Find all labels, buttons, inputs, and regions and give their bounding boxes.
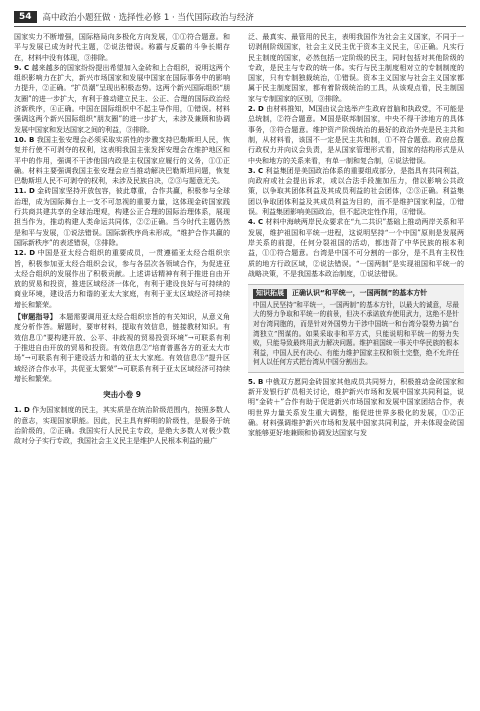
page-header bbox=[14, 8, 466, 27]
answer-1-number: 1. D bbox=[14, 406, 30, 415]
answer-10-text: 我国主张安理会必须采取实质性的步骤支持巴勒斯坦人民，恢复并行使不可剥夺的权利，这表明我国主张发挥安理会在维护地区和平中的作用，强调不干涉他国内政是主权国家应履行的义务，①①正确。材料主要强调我国主张安理会应当推动解决巴勒斯坦问题，恢复巴勒斯坦人民不可剥夺的权利，未涉及民族自决，②③与题意无关。 bbox=[14, 135, 230, 186]
running-title: 高中政治小题狂做 · 选择性必修 1 · 当代国际政治与经济 bbox=[42, 13, 254, 23]
answer-4-text: 材料中海峡两岸民众要求在“九二共识”基础上推动两岸关系和平发展，维护祖国和平统一进程，这说明坚持“一个中国”原则是发展两岸关系的前提，任何分裂祖国的活动，都违背了中华民族的根本利益，①①符合题意。台湾是中国不可分割的一部分，是不具有主权性质的地方行政区域，②说法错误。“一国两制”是实现祖国和平统一的战略决策，不是我国基本政治制度，①说法错误。 bbox=[248, 218, 464, 278]
answer-1-text: 作为国家制度的民主，其实质是在统治阶级范围内，按照多数人的意志，实现国家职能。因此，民主具有鲜明的阶级性，是服务于统治阶级的，②正确。我国实行人民民主专政，是绝大多数人对极少数敌对分子实行专政，我国社会主义民主是维护人民根本利益的最广 bbox=[14, 406, 230, 446]
answer-3 bbox=[248, 166, 464, 217]
answer-12-number: 12. D bbox=[14, 249, 36, 258]
answer-2 bbox=[248, 104, 464, 166]
exam-tip bbox=[14, 312, 230, 384]
answer-2-text: 由材料推知，M国由议会选举产生政府首脑和执政党，不可能是总统制，②符合题意。M国是联邦制国家，中央不得干涉地方的具体事务，③符合题意。维护资产阶级统治的最好的政治外壳是民主共和制，从材料看，该国不一定是民主共和制，①不符合题意。政府总揽行政权力并向议会负责，是从国家管理形式看，国家的结构形式是从中央和地方的关系来看，有单一制和复合制，④说法错误。 bbox=[248, 105, 464, 165]
knowledge-extension-box bbox=[248, 284, 464, 373]
answer-9-number: 9. C bbox=[14, 63, 30, 72]
answer-9 bbox=[14, 63, 230, 135]
exam-tip-label: 【审题指导】 bbox=[14, 313, 57, 322]
right-column bbox=[248, 32, 464, 702]
answer-11-number: 11. D bbox=[14, 187, 35, 196]
exam-tip-text: 本题需要调用亚太经合组织宗旨的有关知识，从意义角度分析作答。解题时，要审材料，提取有效信息，链接教材知识。有效信息①“要构建开放、公平、非歧视的贸易投资环境”→可联系有利于推进自由开放的贸易和投资。有效信息②“培育普惠各方的亚太大市场”→可联系有利于建设活力和谐的亚太大家庭。有效信息③“提升区域经济合作水平，共促亚太繁荣”→可联系有利于亚太区域经济可持续增长和繁荣。 bbox=[14, 313, 230, 383]
knowledge-box-header bbox=[253, 289, 459, 299]
answer-12-text: 中国是亚太经合组织的重要成员，一贯遵循亚太经合组织宗旨，积极参加亚太经合组织会议，参与各层次各领域合作，为促进亚太经合组织的发展作出了积极贡献。上述讲话精神有利于推进自由开放的贸易和投资，推进区域经济一体化，有利于建设良好与可持续的商业环境，建设活力和谐的亚太大家庭，有利于亚太区域经济可持续增长和繁荣。 bbox=[14, 249, 230, 309]
answer-3-number: 3. C bbox=[248, 166, 264, 175]
knowledge-tag: 知识拓展 bbox=[253, 289, 287, 299]
intro-paragraph: 国家实力不断增强，国际格局向多极化方向发展，①①符合题意。和平与发展已成为时代主题，②说法错误。称霸与反霸的斗争长期存在，材料中没有体现，③排除。 bbox=[14, 33, 230, 62]
answer-10 bbox=[14, 135, 230, 186]
answer-4-number: 4. C bbox=[248, 218, 264, 227]
page-number: 54 bbox=[14, 11, 37, 23]
section-title: 突击小卷 9 bbox=[103, 390, 141, 400]
answer-12 bbox=[14, 248, 230, 310]
answer-1 bbox=[14, 405, 230, 446]
left-column bbox=[14, 32, 230, 702]
answer-11 bbox=[14, 186, 230, 248]
knowledge-text: 中国人民坚持“和平统一，一国两制”的基本方针，以最大的诚意，尽最大的努力争取和平统一的前景，但决不承诺放弃使用武力，这绝不是针对台湾同胞的，而是针对外国势力干涉中国统一和台湾分裂势力搞“台湾独立”图谋的。如果采取非和平方式，只能说明和平统一的努力失败，只能导致最终用武力解决问题。维护祖国统一事关中华民族的根本利益，中国人民有决心、有能力维护国家主权和领土完整，绝不允许任何人以任何方式把台湾从中国分割出去。 bbox=[253, 300, 459, 367]
answer-3-text: 利益集团是美国政治体系的重要组成部分，是指具有共同利益，向政府或社会提出诉求，或以合法手段施加压力，借以影响公共政策，以争取其团体利益及其成员利益的社会团体，②③正确。利益集团以争取团体利益及其成员利益为目的，而不是维护国家利益，①错误。利益集团影响美国政治，但不起决定性作用，④错误。 bbox=[248, 166, 464, 217]
answer-5-text: 中俄双方愿同金砖国家其他成员共同努力，积极推动金砖国家和新开发银行扩员相关讨论，维护新兴市场和发展中国家共同利益，说明“金砖＋”合作有助于促进新兴市场国家和发展中国家团结合作，表明世界力量关系发生重大调整，能促进世界多极化的发展，①②正确。材料强调维护新兴市场和发展中国家共同利益，并未体现金砖国家能够更好地兼顾和协调发达国家与发 bbox=[248, 377, 464, 438]
answer-2-number: 2. D bbox=[248, 105, 264, 114]
answer-10-number: 10. B bbox=[14, 135, 35, 144]
knowledge-title: 正确认识“和平统一，一国两制”的基本方针 bbox=[292, 289, 428, 298]
answer-4 bbox=[248, 217, 464, 279]
continued-paragraph: 泛、最真实、最管用的民主，表明我国作为社会主义国家，不同于一切剥削阶级国家，社会主义民主优于资本主义民主，④正确。凡实行民主制度的国家，必然包括一定阶级的民主，同时包括对其他阶级的专政，是民主与专政的统一体。实行与民主制度相对立的专制制度的国家，只有专制独裁统治，①错误。资本主义国家与社会主义国家都属于民主制度国家，都有着阶级统治的工具，从该观点看，民主制国家与专制国家的区别，③排除。 bbox=[248, 33, 464, 103]
answer-5 bbox=[248, 377, 464, 439]
answer-11-text: 金砖国家坚持开放包容，彼此尊重，合作共赢，积极参与全球治理，成为国际舞台上一支不可忽视的重要力量，这体现金砖国家践行共商共建共享的全球治理观，构建公正合理的国际治理体系，展现担当作为，推动构建人类命运共同体，②②正确。当今时代主题仍然是和平与发展，①说法错误。国际新秩序尚未形成，“维护合作共赢的国际新秩序”的表述错误，③排除。 bbox=[14, 187, 230, 247]
answer-5-number: 5. B bbox=[248, 377, 264, 386]
answer-9-text: 越来越多的国家纷纷提出希望加入金砖和上合组织，说明这两个组织影响力在扩大，新兴市场国家和发展中国家在国际事务中的影响力提升，②正确。“扩员潮”呈现出积极态势。这两个新兴国际组织“朋友圈”的进一步扩大，有利于推动建立民主、公正、合理的国际政治经济新秩序，④正确。中国在国际组织中不起主导作用，①错误。材料强调这两个新兴国际组织“朋友圈”的进一步扩大，未涉及兼顾和协调发展中国家和发达国家之间的利益，③排除。 bbox=[14, 63, 230, 134]
